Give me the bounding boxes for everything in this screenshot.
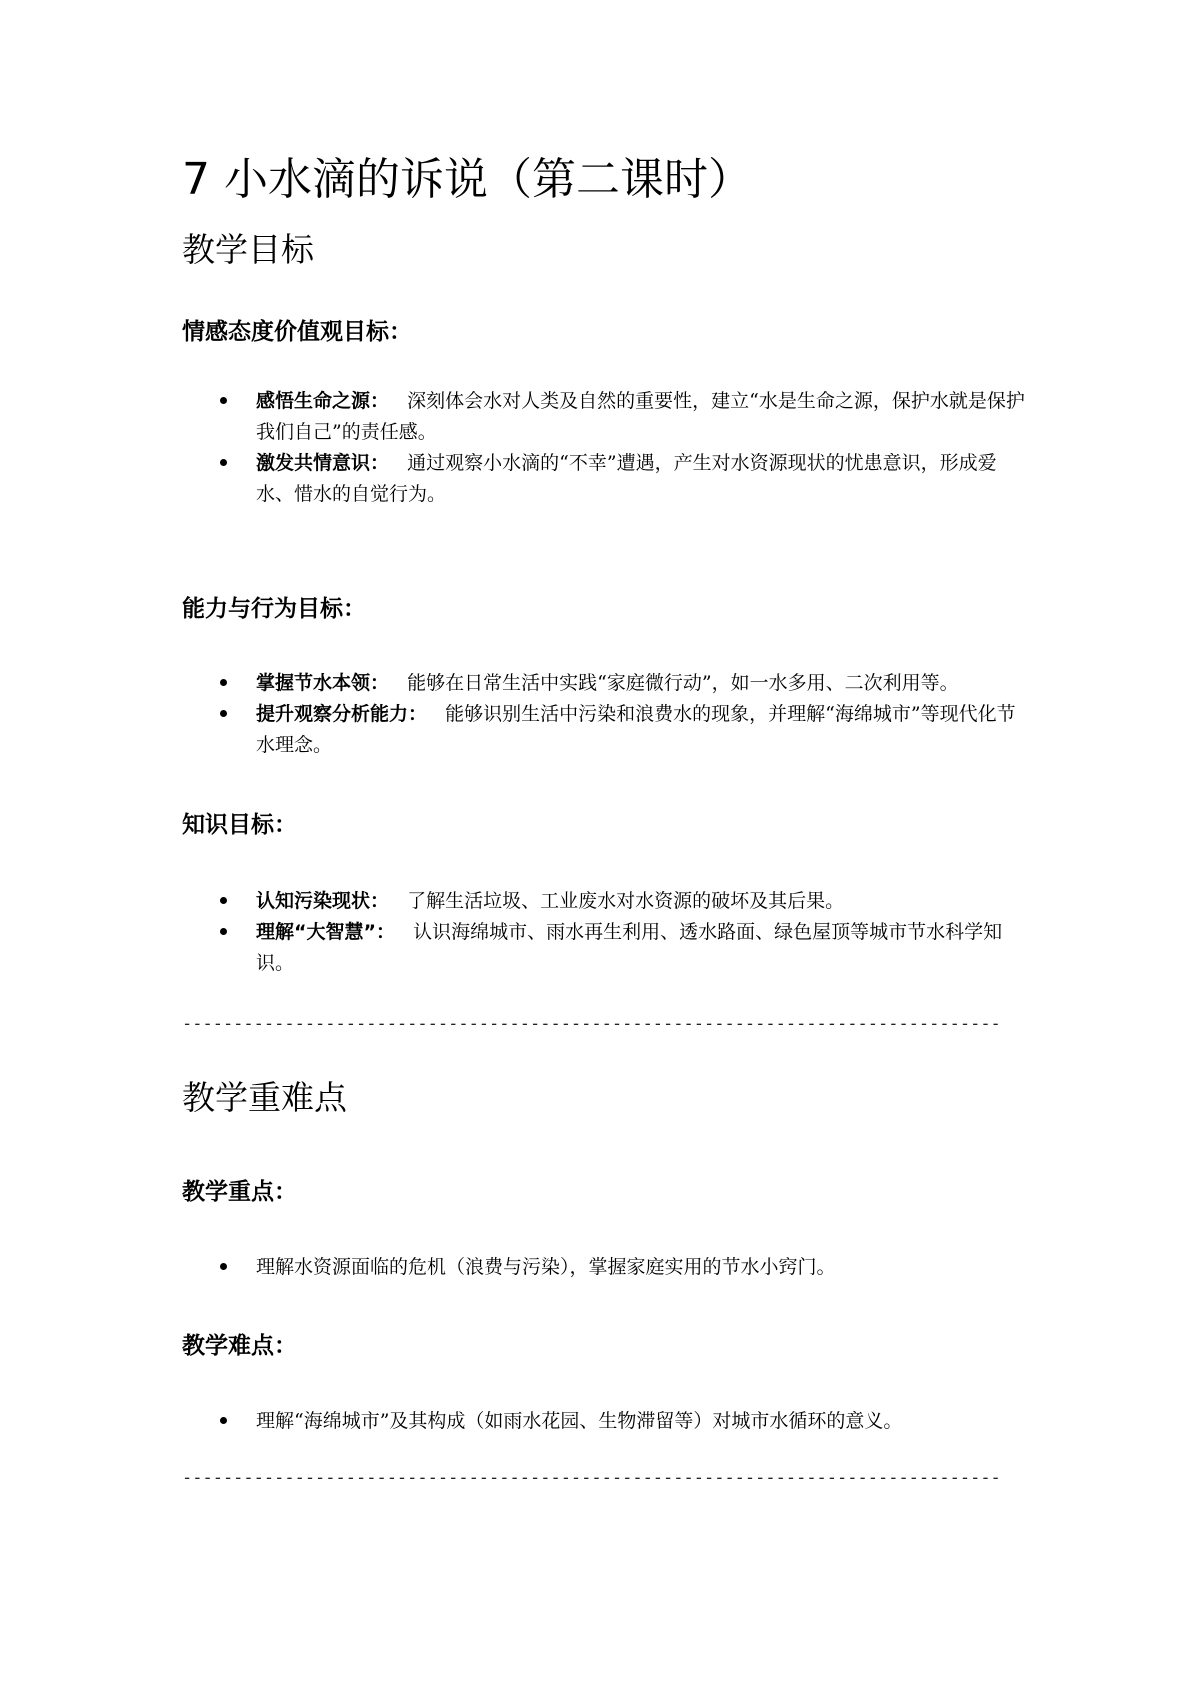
goal-term: 掌握节水本领： <box>256 672 390 694</box>
goal-description: 深刻体会水对人类及自然的重要性，建立“水是生命之源，保护水就是保护我们自己”的责任感。 <box>256 390 1025 443</box>
section-heading-key-points: 教学重难点 <box>182 1078 347 1117</box>
goal-description: 认识海绵城市、雨水再生利用、透水路面、绿色屋顶等城市节水科学知识。 <box>256 921 1003 974</box>
goal-description: 通过观察小水滴的“不幸”遭遇，产生对水资源现状的忧患意识，形成爱水、惜水的自觉行为。 <box>256 452 997 505</box>
list-item <box>0 1406 1025 1437</box>
subheading-knowledge-goals: 知识目标： <box>182 812 297 838</box>
emotional-goals-list <box>0 386 1025 510</box>
bullet-icon <box>220 928 227 935</box>
document-title: 7 小水滴的诉说（第二课时） <box>182 154 752 205</box>
teaching-focus-list <box>0 1252 1025 1283</box>
bullet-icon <box>220 397 227 404</box>
list-item <box>0 699 1025 761</box>
knowledge-goals-list <box>0 886 1025 979</box>
goal-term: 感悟生命之源： <box>256 390 390 412</box>
focus-text: 理解水资源面临的危机（浪费与污染），掌握家庭实用的节水小窍门。 <box>256 1256 836 1278</box>
bullet-icon <box>220 679 227 686</box>
list-item <box>0 386 1025 448</box>
bullet-icon <box>220 1263 227 1270</box>
subheading-ability-goals: 能力与行为目标： <box>182 596 366 622</box>
goal-term: 理解“大智慧”： <box>256 921 395 943</box>
subheading-emotional-goals: 情感态度价值观目标： <box>182 319 412 345</box>
bullet-icon <box>220 1417 227 1424</box>
list-item <box>0 917 1025 979</box>
bullet-icon <box>220 459 227 466</box>
bullet-icon <box>220 897 227 904</box>
bullet-icon <box>220 710 227 717</box>
section-divider: -------------------------------------------------------------------------------- <box>182 1014 1001 1034</box>
goal-term: 认知污染现状： <box>256 890 390 912</box>
list-item <box>0 448 1025 510</box>
subheading-teaching-difficulty: 教学难点： <box>182 1333 297 1359</box>
subheading-teaching-focus: 教学重点： <box>182 1179 297 1205</box>
ability-goals-list <box>0 668 1025 761</box>
goal-term: 提升观察分析能力： <box>256 703 428 725</box>
list-item <box>0 668 1025 699</box>
difficulty-text: 理解“海绵城市”及其构成（如雨水花园、生物滞留等）对城市水循环的意义。 <box>256 1410 903 1432</box>
goal-term: 激发共情意识： <box>256 452 390 474</box>
goal-description: 能够识别生活中污染和浪费水的现象，并理解“海绵城市”等现代化节水理念。 <box>256 703 1016 756</box>
teaching-difficulty-list <box>0 1406 1025 1437</box>
section-heading-objectives: 教学目标 <box>182 230 314 269</box>
goal-description: 能够在日常生活中实践“家庭微行动”，如一水多用、二次利用等。 <box>407 672 959 694</box>
section-divider: -------------------------------------------------------------------------------- <box>182 1468 1001 1488</box>
list-item <box>0 886 1025 917</box>
goal-description: 了解生活垃圾、工业废水对水资源的破坏及其后果。 <box>407 890 845 912</box>
list-item <box>0 1252 1025 1283</box>
